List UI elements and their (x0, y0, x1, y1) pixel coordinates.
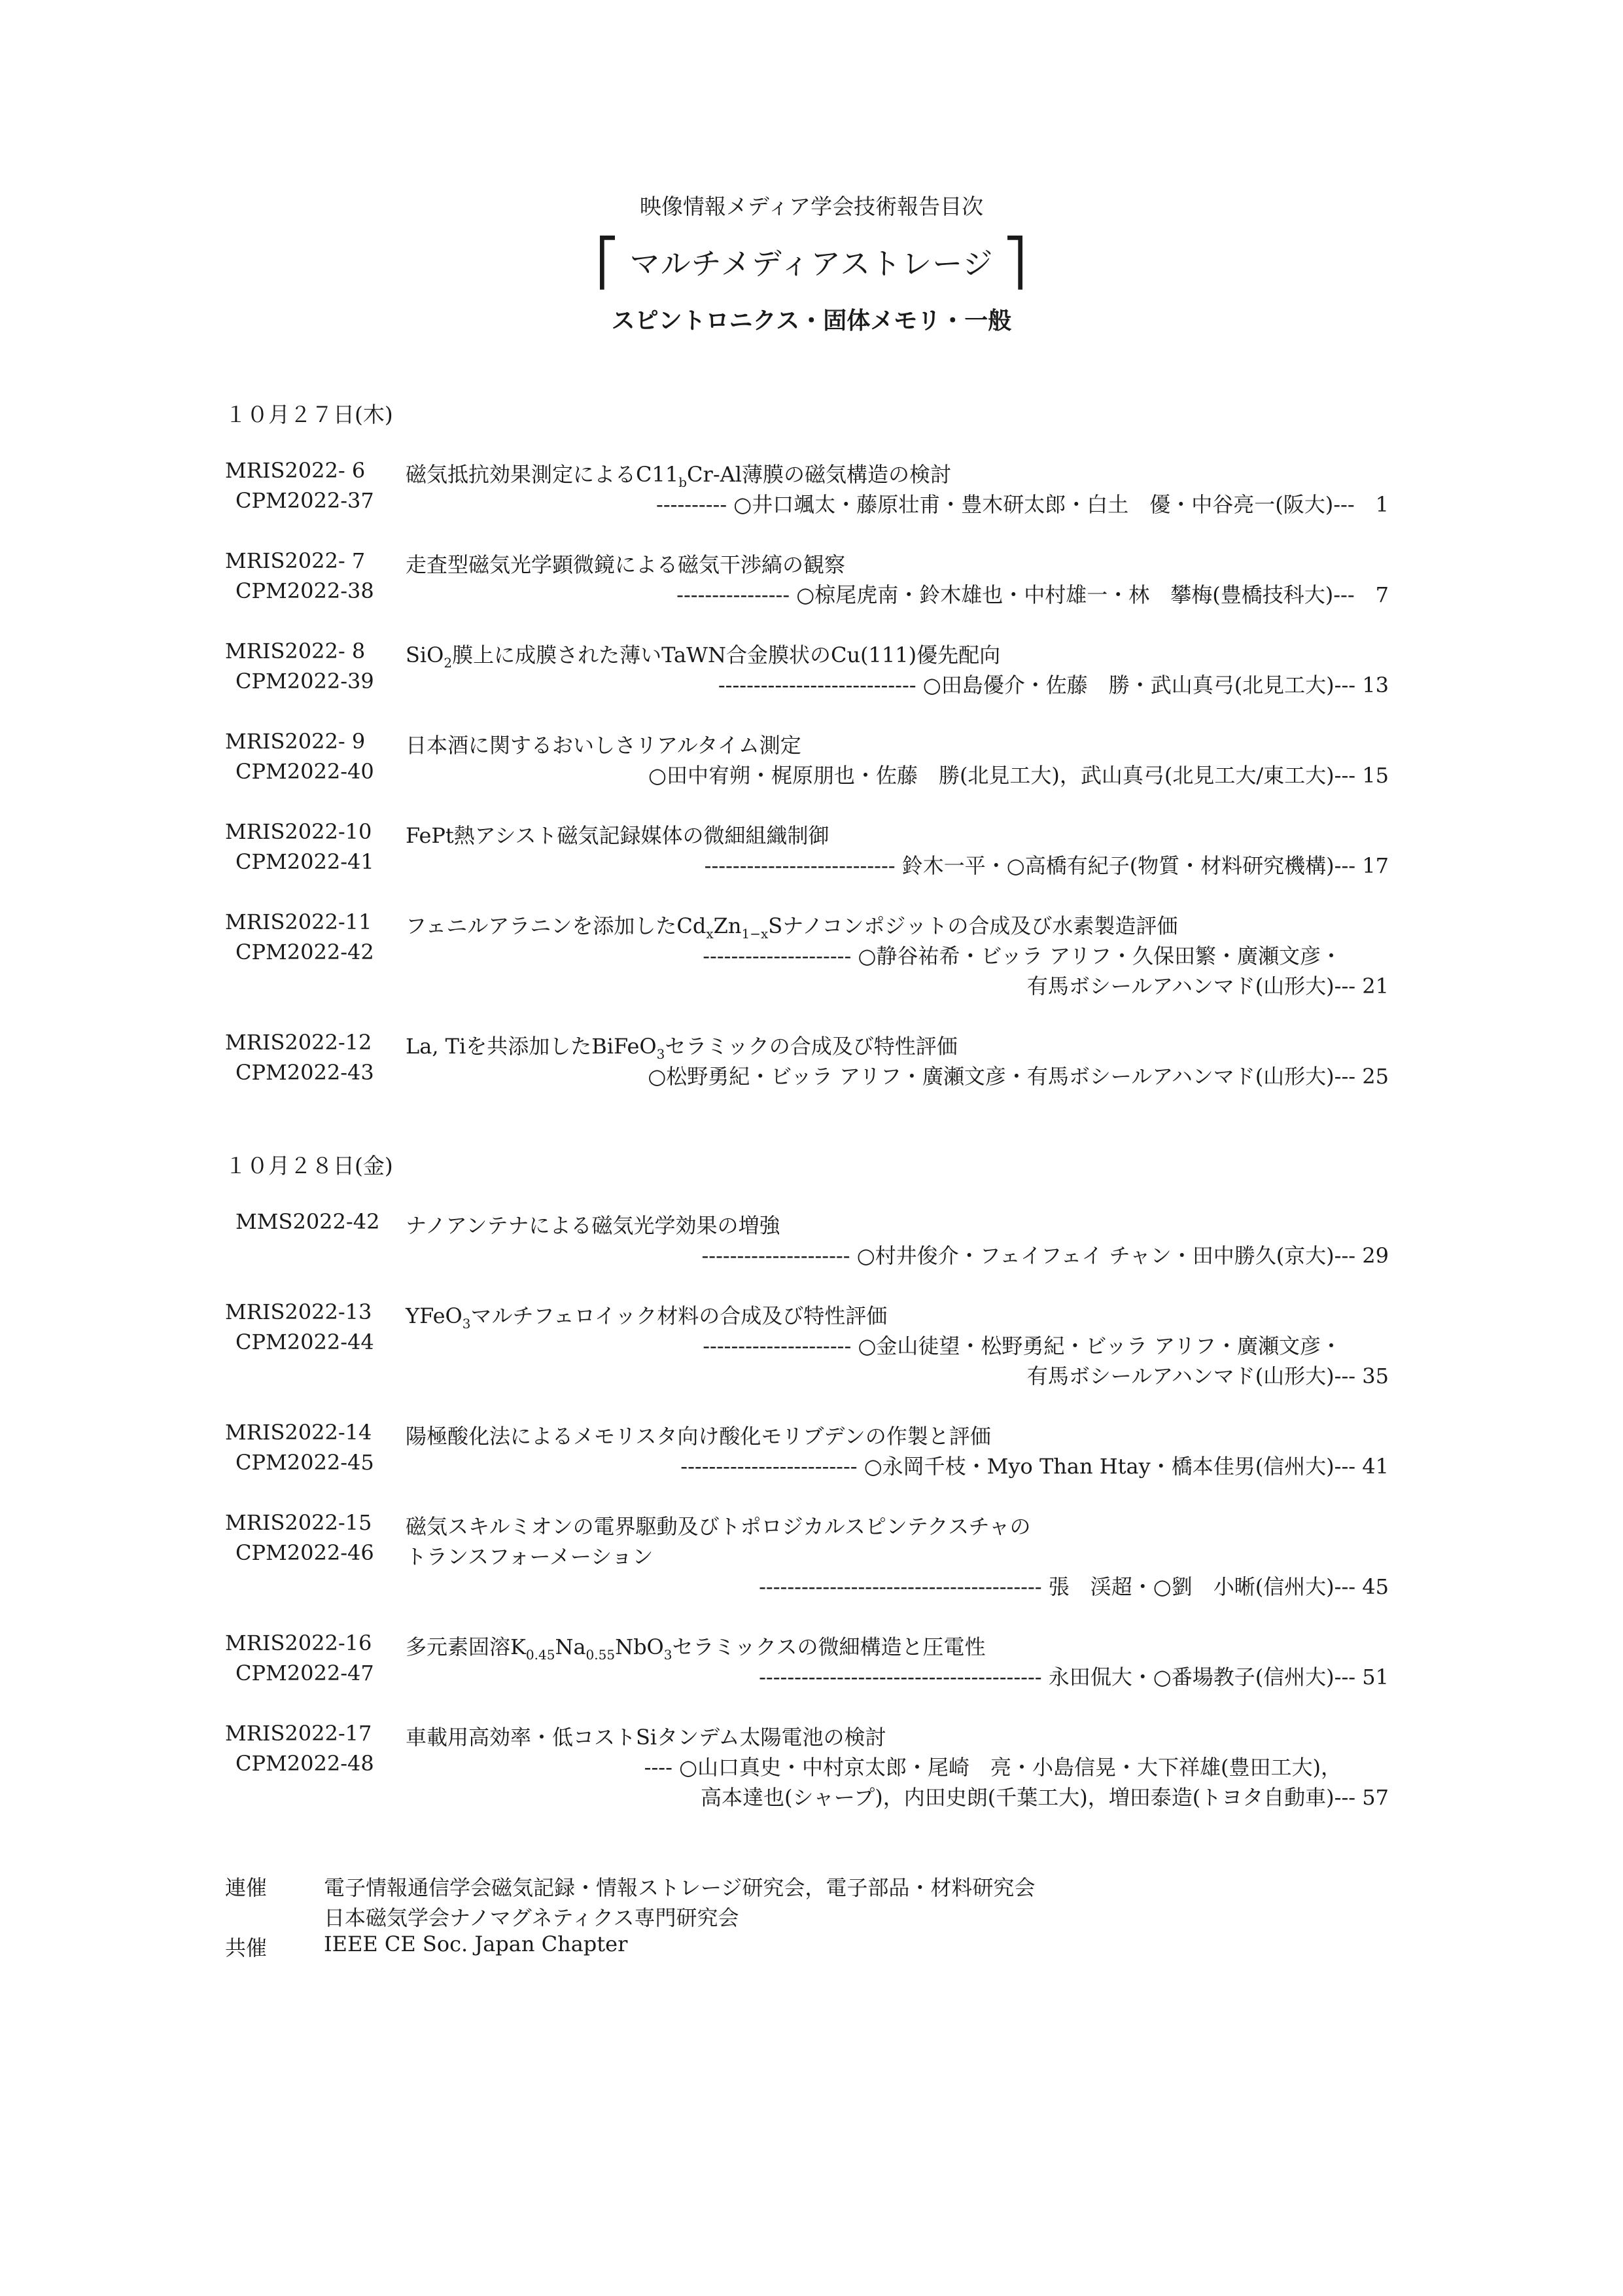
paper-id-cpm: CPM2022-38 (236, 578, 374, 603)
paper-id-mris: MRIS2022-13 (225, 1299, 372, 1324)
cosponsor-text: IEEE CE Soc. Japan Chapter (324, 1932, 628, 1956)
paper-id-cpm: CPM2022-48 (236, 1751, 374, 1776)
paper-title: FePt熱アシスト磁気記録媒体の微細組織制御 (406, 823, 829, 848)
paper-id-cpm: CPM2022-37 (236, 488, 374, 513)
paper-id-cpm: CPM2022-47 (236, 1661, 374, 1686)
paper-title: SiO$_2$膜上に成膜された薄いTaWN合金膜状のCu(111)優先配向 (406, 643, 1001, 671)
paper-id-mms: MMS2022-42 (236, 1209, 380, 1234)
paper-authors: ---------- ○井口颯太・藤原壮甫・豊木研太郎・白土 優・中谷亮一(阪大)--- 1 (656, 492, 1389, 517)
paper-id-mris: MRIS2022- 9 (225, 729, 366, 754)
series-bracket-open: ⎡ (596, 236, 620, 289)
paper-title: 車載用高効率・低コストSiタンデム太陽電池の検討 (406, 1725, 886, 1750)
paper-id-mris: MRIS2022-12 (225, 1030, 372, 1055)
series-name (0, 236, 1623, 289)
series-name-text: マルチメディアストレージ (629, 246, 994, 281)
paper-title: 陽極酸化法によるメモリスタ向け酸化モリブデンの作製と評価 (406, 1424, 991, 1449)
paper-id-mris: MRIS2022-17 (225, 1721, 372, 1746)
paper-id-mris: MRIS2022-14 (225, 1420, 372, 1445)
paper-authors: ------------------------- ○永岡千枝・Myo Than Htay・橋本佳男(信州大)--- 41 (680, 1454, 1389, 1479)
cohost-line-2: 日本磁気学会ナノマグネティクス専門研究会 (324, 1905, 739, 1930)
paper-authors: --------------------------- 鈴木一平・○高橋有紀子(物質・材料研究機構)--- 17 (704, 853, 1389, 878)
paper-title: ナノアンテナによる磁気光学効果の増強 (406, 1213, 780, 1238)
paper-title: フェニルアラニンを添加した$Cd_xZn_{1-x}S$ナノコンポジットの合成及び水素製造評価 (406, 913, 1178, 942)
paper-authors-cont: 高本達也(シャープ)，内田史朗(千葉工大)，増田泰造(トヨタ自動車)--- 57 (701, 1785, 1389, 1810)
paper-id-cpm: CPM2022-45 (236, 1450, 374, 1475)
paper-title-cont: トランスフォーメーション (406, 1544, 654, 1569)
paper-id-cpm: CPM2022-40 (236, 759, 374, 784)
cohost-line-1: 電子情報通信学会磁気記録・情報ストレージ研究会，電子部品・材料研究会 (324, 1875, 1036, 1900)
paper-authors: --------------------- ○金山徒望・松野勇紀・ビッラ アリフ・廣瀬文彦・ (703, 1333, 1342, 1358)
paper-authors: ○松野勇紀・ビッラ アリフ・廣瀬文彦・有馬ボシールアハンマド(山形大)--- 25 (648, 1064, 1389, 1089)
paper-authors: ---------------------------------------- 永田侃大・○番場教子(信州大)--- 51 (759, 1665, 1389, 1689)
paper-title: YFeO$_3$マルチフェロイック材料の合成及び特性評価 (406, 1303, 888, 1332)
paper-authors: --------------------- ○静谷祐希・ビッラ アリフ・久保田繁・廣瀬文彦・ (703, 944, 1342, 968)
paper-title: La, Tiを共添加したBiFeO$_3$セラミックの合成及び特性評価 (406, 1034, 958, 1062)
paper-id-cpm: CPM2022-44 (236, 1330, 374, 1354)
paper-id-mris: MRIS2022-10 (225, 819, 372, 844)
paper-id-cpm: CPM2022-42 (236, 940, 374, 964)
paper-title: 走査型磁気光学顕微鏡による磁気干渉縞の観察 (406, 552, 846, 577)
paper-id-mris: MRIS2022- 7 (225, 548, 366, 573)
cohost-label: 連催 (225, 1875, 268, 1900)
paper-id-mris: MRIS2022- 6 (225, 458, 366, 483)
date-day1: １０月２７日(木) (225, 402, 393, 427)
paper-title: 磁気抵抗効果測定による$C11_bCr-Al$薄膜の磁気構造の検討 (406, 462, 951, 490)
paper-id-mris: MRIS2022-16 (225, 1631, 372, 1655)
paper-authors: ○田中宥朔・梶原朋也・佐藤 勝(北見工大)，武山真弓(北見工大/東工大)--- 15 (648, 763, 1389, 788)
paper-authors: ---------------------------- ○田島優介・佐藤 勝・武山真弓(北見工大)--- 13 (718, 673, 1389, 698)
paper-id-mris: MRIS2022-15 (225, 1510, 372, 1535)
paper-authors: ---------------- ○椋尾虎南・鈴木雄也・中村雄一・林 攀梅(豊橋技科大)--- 7 (676, 582, 1389, 607)
paper-title: 多元素固溶$K_{0.45}Na_{0.55}NbO_3$セラミックスの微細構造と圧電性 (406, 1634, 986, 1663)
series-bracket-close: ⎤ (1003, 236, 1027, 289)
paper-id-cpm: CPM2022-39 (236, 669, 374, 694)
paper-title: 磁気スキルミオンの電界駆動及びトポロジカルスピンテクスチャの (406, 1514, 1031, 1539)
paper-authors: ---------------------------------------- 張 渓超・○劉 小晰(信州大)--- 45 (759, 1574, 1389, 1599)
session-theme: スピントロニクス・固体メモリ・一般 (611, 308, 1012, 334)
paper-title: 日本酒に関するおいしさリアルタイム測定 (406, 733, 801, 758)
paper-id-cpm: CPM2022-41 (236, 849, 374, 874)
paper-authors-cont: 有馬ボシールアハンマド(山形大)--- 35 (1026, 1364, 1389, 1388)
date-day2: １０月２８日(金) (225, 1153, 393, 1178)
paper-id-mris: MRIS2022- 8 (225, 639, 366, 663)
paper-id-mris: MRIS2022-11 (225, 910, 372, 934)
paper-authors: --------------------- ○村井俊介・フェイフェイ チャン・田中勝久(京大)--- 29 (701, 1243, 1389, 1268)
paper-authors-cont: 有馬ボシールアハンマド(山形大)--- 21 (1026, 974, 1389, 998)
paper-authors: ---- ○山口真史・中村京太郎・尾崎 亮・小島信晃・大下祥雄(豊田工大)， (644, 1755, 1342, 1780)
paper-id-cpm: CPM2022-43 (236, 1060, 374, 1085)
cosponsor-label: 共催 (225, 1935, 268, 1960)
publisher-title: 映像情報メディア学会技術報告目次 (639, 194, 984, 219)
paper-id-cpm: CPM2022-46 (236, 1540, 374, 1565)
